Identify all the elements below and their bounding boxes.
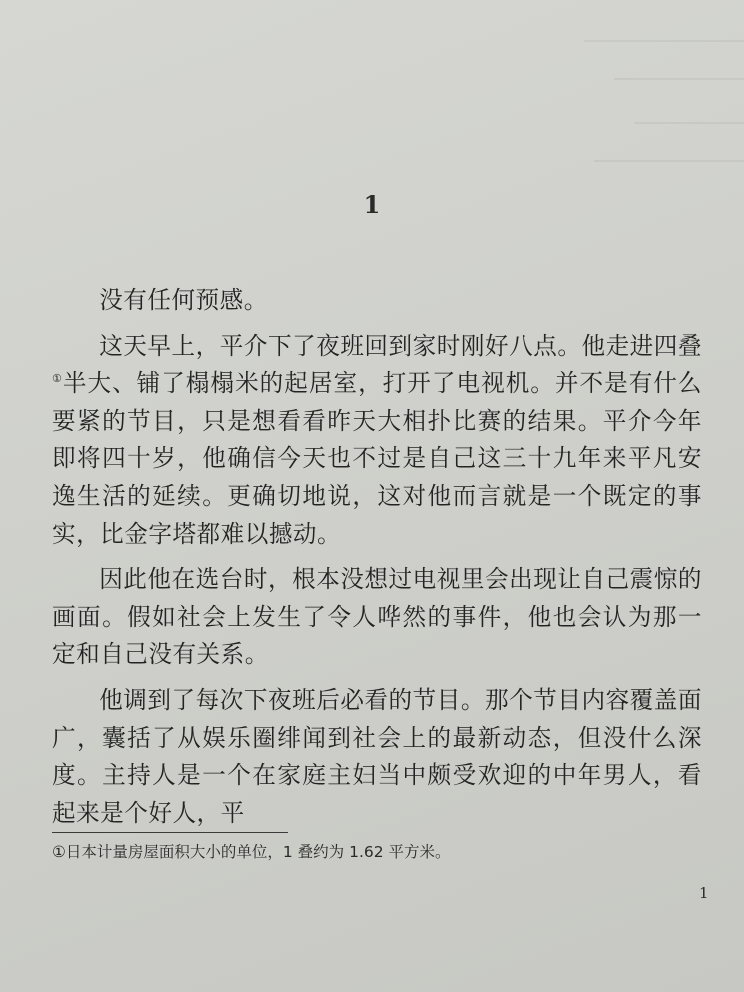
paragraph-segment: 这天早上，平介下了夜班回到家时刚好八点。他走进四叠 [99,331,702,360]
paragraph: 没有任何预感。 [99,286,268,314]
paragraph-segment: 半大、铺了榻榻米的起居室，打开了电视机。并不是有什么要紧的节目，只是想看看昨天大相扑比赛的结果。平介今年即将四十岁，他确信今天也不过是自己这三十九年来平凡安逸生活的延续。更确切地说，这对他而言就是一个既定的事实，比金字塔都难以撼动。 [52,369,702,548]
bleed-through-line [584,40,744,42]
footnote: ①日本计量房屋面积大小的单位，1 叠约为 1.62 平方米。 [52,843,451,861]
chapter-number: 1 [363,190,381,219]
paragraph: 他调到了每次下夜班后必看的节目。那个节目内容覆盖面广，囊括了从娱乐圈绯闻到社会上的最新动态，但没什么深度。主持人是一个在家庭主妇当中颇受欢迎的中年男人，看起来是个好人，平 [52,685,702,827]
paragraph: 因此他在选台时，根本没想过电视里会出现让自己震惊的画面。假如社会上发生了令人哗然的事件，他也会认为那一定和自己没有关系。 [52,565,702,669]
paragraph [52,328,702,554]
page-number: 1 [699,884,709,902]
bleed-through-line [634,122,744,124]
footnote-marker: ① [52,372,63,386]
bleed-through-line [614,78,744,80]
body-text [52,282,702,840]
bleed-through-line [594,160,744,162]
footnote-divider [52,832,288,833]
